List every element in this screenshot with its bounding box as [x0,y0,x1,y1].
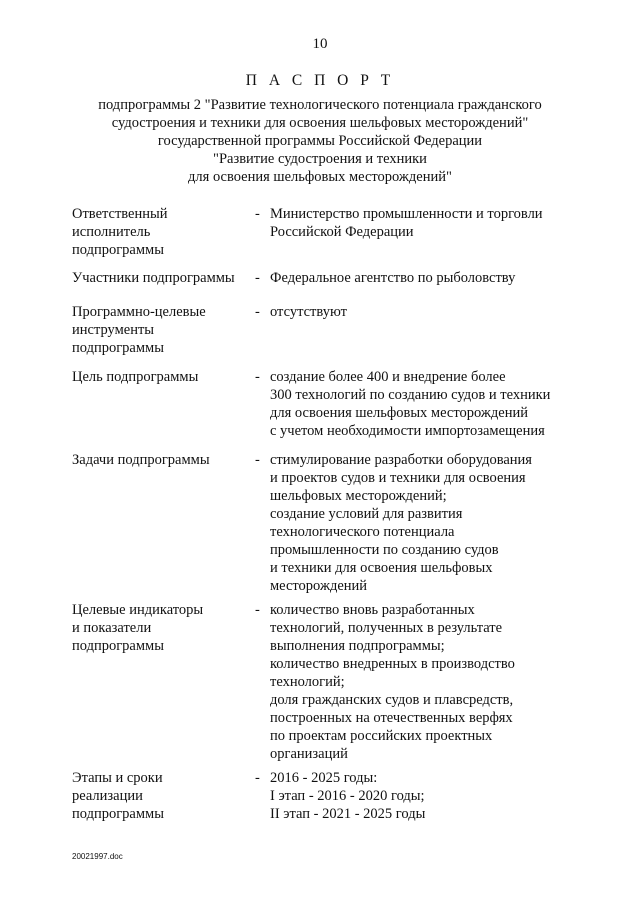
label-line: подпрограммы [72,638,164,654]
label-line: подпрограммы [72,340,164,356]
value-line: создание условий для развития [270,506,463,522]
value-line: промышленности по созданию судов [270,542,499,558]
label-line: подпрограммы [72,242,164,258]
label-line: Ответственный [72,206,168,222]
value-line: для освоения шельфовых месторождений [270,405,528,421]
subtitle-line: подпрограммы 2 "Развитие технологического потенциала гражданского [98,97,542,113]
row-value [270,205,600,241]
value-line: стимулирование разработки оборудования [270,452,532,468]
value-line: Российской Федерации [270,224,414,240]
row-value [270,601,600,763]
row-label [72,451,252,469]
value-line: Федеральное агентство по рыболовству [270,270,516,286]
value-line: выполнения подпрограммы; [270,638,445,654]
value-line: II этап - 2021 - 2025 годы [270,806,426,822]
label-line: Программно-целевые [72,304,206,320]
row-value [270,769,600,823]
row-dash: - [255,602,260,618]
row-value [270,368,600,440]
subtitle-line: государственной программы Российской Федерации [157,133,483,149]
value-line: организаций [270,746,348,762]
row-dash: - [255,206,260,222]
row-value [270,303,600,321]
label-line: исполнитель [72,224,151,240]
label-line: Задачи подпрограммы [72,452,210,468]
row-dash: - [255,369,260,385]
value-line: и проектов судов и техники для освоения [270,470,526,486]
label-line: Участники подпрограммы [72,270,235,286]
label-line: реализации [72,788,143,804]
page-number: 10 [312,36,328,52]
value-line: 2016 - 2025 годы: [270,770,378,786]
document-subtitle [60,96,580,186]
value-line: количество вновь разработанных [270,602,475,618]
value-line: количество внедренных в производство [270,656,515,672]
value-line: по проектам российских проектных [270,728,493,744]
row-label [72,205,252,259]
subtitle-line: судостроения и техники для освоения шельфовых месторождений" [111,115,529,131]
row-label [72,303,252,357]
value-line: отсутствуют [270,304,347,320]
value-line: доля гражданских судов и плавсредств, [270,692,514,708]
label-line: инструменты [72,322,155,338]
document-title: П А С П О Р Т [245,72,395,89]
label-line: Этапы и сроки [72,770,163,786]
value-line: месторождений [270,578,368,594]
value-line: с учетом необходимости импортозамещения [270,423,545,439]
value-line: технологического потенциала [270,524,455,540]
row-dash: - [255,770,260,786]
value-line: и техники для освоения шельфовых [270,560,493,576]
value-line: шельфовых месторождений; [270,488,447,504]
file-name-footer: 20021997.doc [72,852,123,861]
value-line: технологий, полученных в результате [270,620,503,636]
subtitle-line: "Развитие судостроения и техники [213,151,427,167]
label-line: Целевые индикаторы [72,602,204,618]
row-label [72,368,252,386]
label-line: и показатели [72,620,152,636]
row-value [270,451,600,595]
row-label [72,269,252,287]
row-label [72,601,252,655]
label-line: Цель подпрограммы [72,369,199,385]
row-label [72,769,252,823]
label-line: подпрограммы [72,806,164,822]
value-line: создание более 400 и внедрение более [270,369,506,385]
row-dash: - [255,452,260,468]
value-line: I этап - 2016 - 2020 годы; [270,788,425,804]
value-line: построенных на отечественных верфях [270,710,513,726]
value-line: технологий; [270,674,345,690]
value-line: 300 технологий по созданию судов и техники [270,387,551,403]
subtitle-line: для освоения шельфовых месторождений" [188,169,452,185]
row-dash: - [255,304,260,320]
row-dash: - [255,270,260,286]
row-value [270,269,600,287]
value-line: Министерство промышленности и торговли [270,206,543,222]
